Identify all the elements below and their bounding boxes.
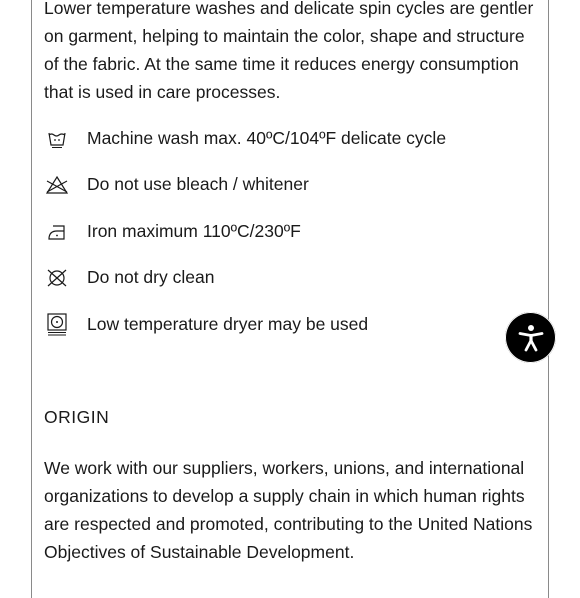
tumble-dry-low-icon bbox=[44, 313, 70, 337]
care-intro-text: Lower temperature washes and delicate spin cycles are gentler on garment, helping to maintain the color, shape and structure of the fabric. At the same time it reduces energy consumption that is used in care processes. bbox=[44, 0, 534, 102]
care-item-label: Low temperature dryer may be used bbox=[87, 313, 369, 334]
care-item-label: Do not use bleach / whitener bbox=[87, 174, 309, 195]
care-item-iron bbox=[44, 217, 524, 263]
no-dry-clean-icon bbox=[44, 266, 70, 290]
care-item-label: Machine wash max. 40ºC/104ºF delicate cycle bbox=[87, 128, 447, 148]
origin-text: We work with our suppliers, workers, unions, and international organizations to develop a supply chain in which human rights are respected and promoted, contributing to the United Nations Objectives of Sustainable Development. bbox=[44, 458, 533, 562]
no-bleach-icon bbox=[44, 173, 70, 197]
care-item-label: Do not dry clean bbox=[87, 267, 215, 288]
care-item-tumble-dry bbox=[44, 310, 524, 356]
accessibility-icon bbox=[514, 321, 548, 355]
origin-heading: ORIGIN bbox=[44, 407, 110, 427]
care-instructions-list bbox=[44, 124, 524, 356]
care-item-dry-clean bbox=[44, 263, 524, 309]
care-item-bleach bbox=[44, 170, 524, 216]
wash-tub-icon bbox=[44, 127, 70, 151]
care-item-label: Iron maximum 110ºC/230ºF bbox=[87, 220, 301, 241]
accessibility-button[interactable] bbox=[505, 312, 556, 363]
care-item-wash bbox=[44, 124, 524, 170]
iron-icon bbox=[44, 220, 70, 244]
